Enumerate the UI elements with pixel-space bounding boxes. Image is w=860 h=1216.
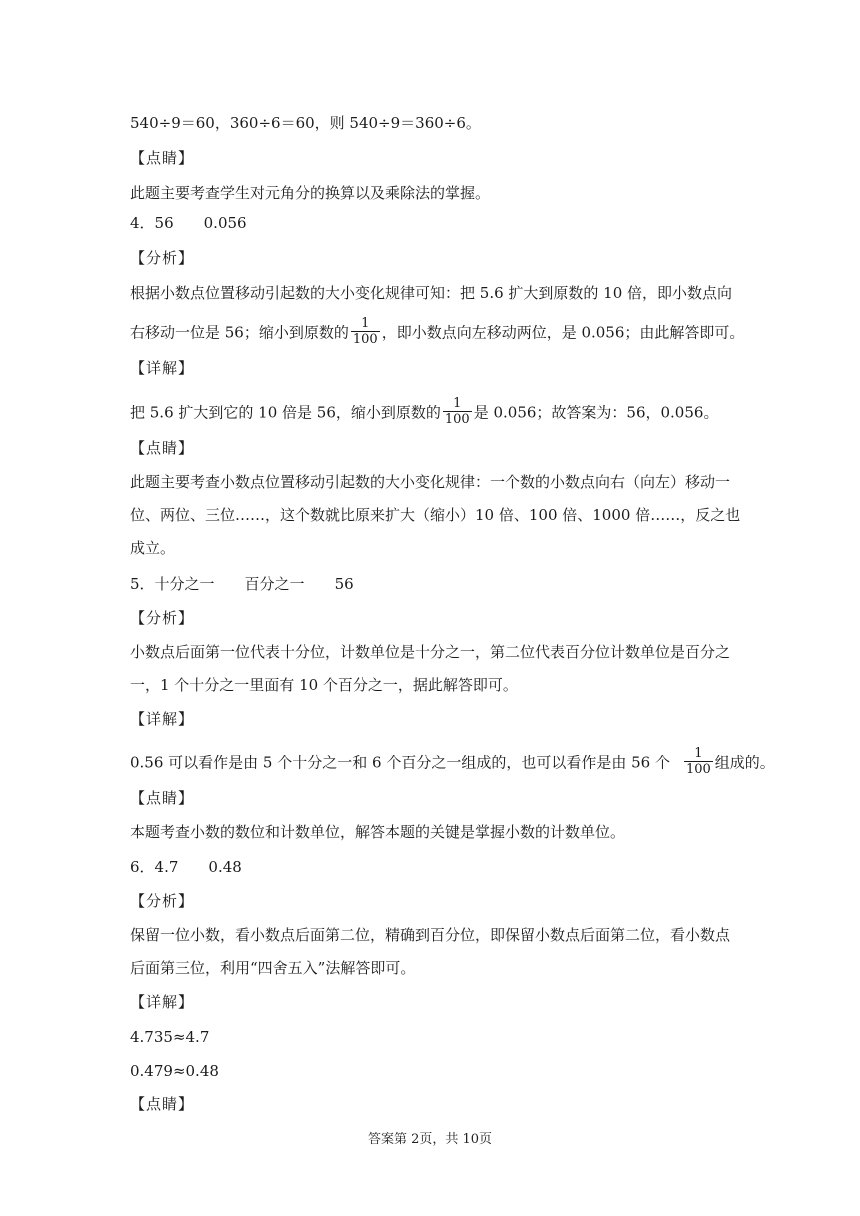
line-comment: 位、两位、三位……，这个数就比原来扩大（缩小）10 倍、100 倍、1000 倍……，反之也 xyxy=(130,506,741,524)
line-analysis: 一，1 个十分之一里面有 10 个百分之一，据此解答即可。 xyxy=(130,676,518,694)
fraction-numerator: 1 xyxy=(694,746,703,761)
line-comment: 此题主要考查学生对元角分的换算以及乘除法的掌握。 xyxy=(130,184,491,202)
section-tag-dianjing: 【点睛】 xyxy=(130,149,195,167)
line-analysis: 小数点后面第一位代表十分位，计数单位是十分之一，第二位代表百分位计数单位是百分之 xyxy=(130,643,731,661)
text-segment: ，即小数点向左移动两位，是 0.056；由此解答即可。 xyxy=(381,323,745,342)
answer-4-first: 4．56 xyxy=(130,214,174,232)
answer-6 xyxy=(130,857,242,877)
text-segment: 0.56 可以看作是由 5 个十分之一和 6 个百分之一组成的，也可以看作是由 56 个 xyxy=(130,753,670,772)
fraction-denominator: 100 xyxy=(685,762,711,777)
text-segment: 右移动一位是 56；缩小到原数的 xyxy=(130,323,349,342)
line-analysis: 根据小数点位置移动引起数的大小变化规律可知：把 5.6 扩大到原数的 10 倍，即小数点向 xyxy=(130,284,733,302)
line-analysis: 保留一位小数，看小数点后面第二位，精确到百分位，即保留小数点后面第二位，看小数点 xyxy=(130,926,731,944)
section-tag-fenxi: 【分析】 xyxy=(130,892,195,910)
section-tag-xiangjie: 【详解】 xyxy=(130,359,195,377)
line-comment: 本题考查小数的数位和计数单位，解答本题的关键是掌握小数的计数单位。 xyxy=(130,823,626,841)
text-segment: 把 5.6 扩大到它的 10 倍是 56，缩小到原数的 xyxy=(130,403,441,422)
section-tag-xiangjie: 【详解】 xyxy=(130,993,195,1011)
answer-5-second: 百分之一 xyxy=(244,575,305,593)
answer-4-second: 0.056 xyxy=(203,214,247,232)
section-tag-dianjing: 【点睛】 xyxy=(130,439,195,457)
line-comment: 此题主要考查小数点位置移动引起数的大小变化规律：一个数的小数点向右（向左）移动一 xyxy=(130,473,731,491)
section-tag-fenxi: 【分析】 xyxy=(130,249,195,267)
fraction-denominator: 100 xyxy=(444,412,470,427)
line-comment: 成立。 xyxy=(130,539,176,557)
answer-4 xyxy=(130,213,247,233)
line-analysis: 后面第三位，利用“四舍五入”法解答即可。 xyxy=(130,959,416,977)
fraction-denominator: 100 xyxy=(352,332,378,347)
answer-5-first: 5．十分之一 xyxy=(130,575,215,593)
fraction-one-hundredth xyxy=(684,746,713,777)
line-detail: 0.479≈0.48 xyxy=(130,1062,219,1080)
line-detail-fraction xyxy=(130,748,775,779)
fraction-one-hundredth xyxy=(351,316,380,347)
text-segment: 是 0.056；故答案为：56，0.056。 xyxy=(473,403,719,422)
line-analysis-fraction xyxy=(130,318,744,349)
line-detail-fraction xyxy=(130,398,718,429)
fraction-one-hundredth xyxy=(443,396,472,427)
page-footer: 答案第 2页，共 10页 xyxy=(367,1132,493,1147)
line-detail: 4.735≈4.7 xyxy=(130,1028,210,1046)
fraction-numerator: 1 xyxy=(453,396,462,411)
text-segment: 组成的。 xyxy=(714,753,775,772)
section-tag-xiangjie: 【详解】 xyxy=(130,710,195,728)
line-calc-result: 540÷9＝60，360÷6＝60，则 540÷9＝360÷6。 xyxy=(130,114,481,132)
section-tag-fenxi: 【分析】 xyxy=(130,609,195,627)
fraction-numerator: 1 xyxy=(361,316,370,331)
answer-5-third: 56 xyxy=(334,575,354,593)
section-tag-dianjing: 【点睛】 xyxy=(130,1095,195,1113)
answer-6-first: 6．4.7 xyxy=(130,858,179,876)
answer-5 xyxy=(130,574,354,594)
answer-6-second: 0.48 xyxy=(208,858,242,876)
section-tag-dianjing: 【点睛】 xyxy=(130,789,195,807)
